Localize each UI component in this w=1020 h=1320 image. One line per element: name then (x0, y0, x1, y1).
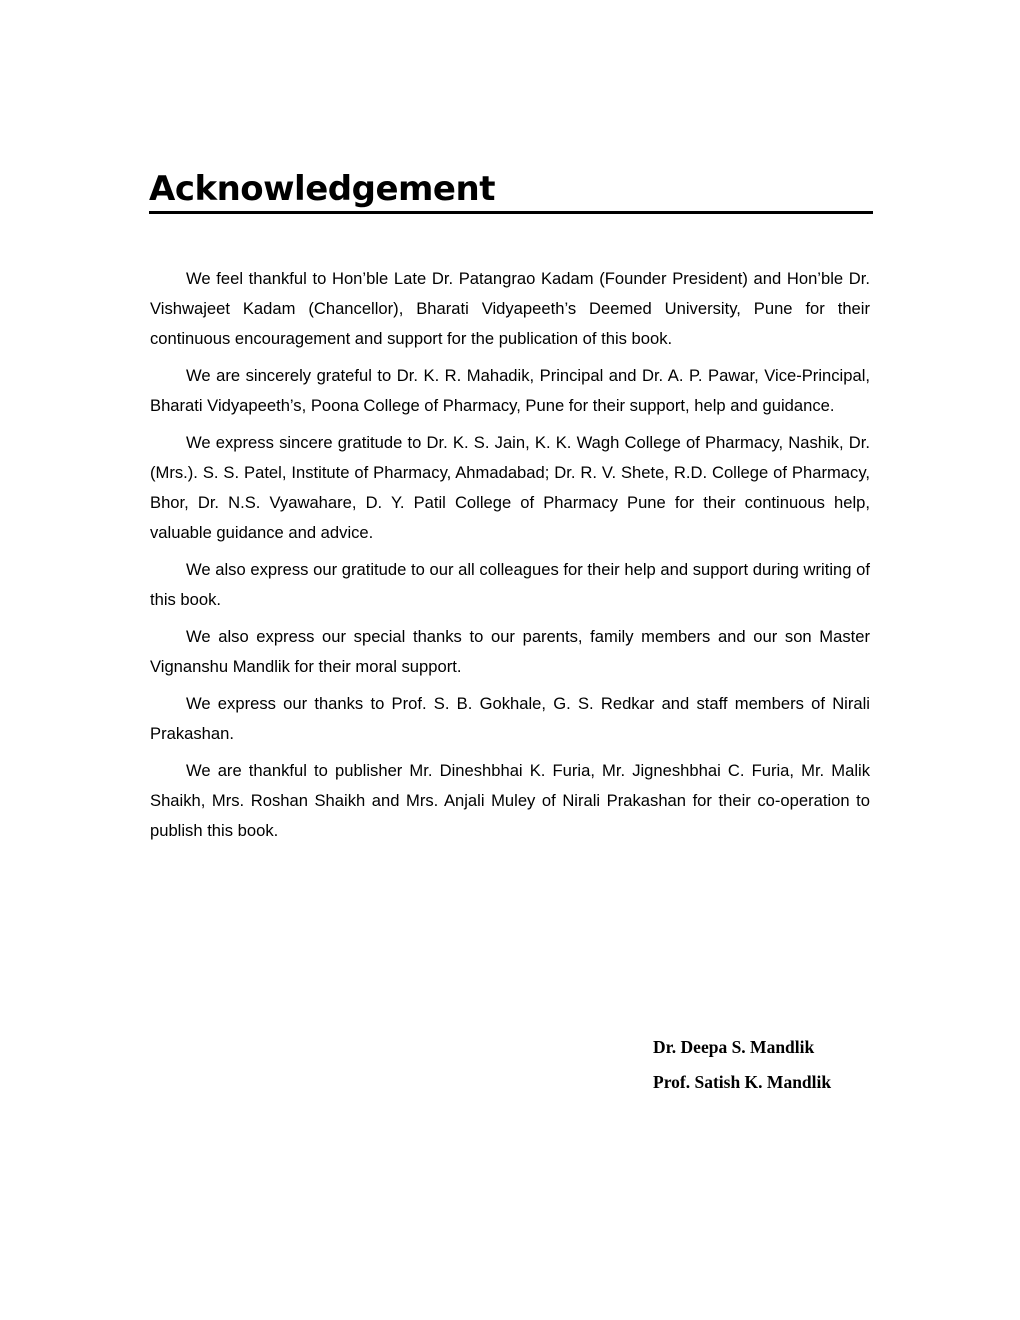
signature-name: Prof. Satish K. Mandlik (653, 1072, 832, 1092)
paragraph: We express sincere gratitude to Dr. K. S. Jain, K. K. Wagh College of Pharmacy, Nashik, Dr. (Mrs.). S. S. Patel, Institute of Pharmacy, Ahmadabad; Dr. R. V. Shete, R.D. College of Pharmacy, Bhor, Dr. N.S. Vyawahare, D. Y. Patil College of Pharmacy Pune for their continuous help, valuable guidance and advice. (150, 433, 870, 542)
paragraph: We also express our special thanks to our parents, family members and our son Master Vignanshu Mandlik for their moral support. (150, 627, 870, 676)
paragraph: We also express our gratitude to our all colleagues for their help and support during writing of this book. (150, 560, 870, 609)
paragraph: We express our thanks to Prof. S. B. Gokhale, G. S. Redkar and staff members of Nirali Prakashan. (150, 694, 870, 743)
paragraph: We are sincerely grateful to Dr. K. R. Mahadik, Principal and Dr. A. P. Pawar, Vice-Principal, Bharati Vidyapeeth’s, Poona College of Pharmacy, Pune for their support, help and guidance. (150, 366, 870, 415)
title-underline (149, 211, 873, 214)
signature-name: Dr. Deepa S. Mandlik (653, 1037, 815, 1057)
paragraph: We are thankful to publisher Mr. Dineshbhai K. Furia, Mr. Jigneshbhai C. Furia, Mr. Malik Shaikh, Mrs. Roshan Shaikh and Mrs. Anjali Muley of Nirali Prakashan for their co-operation to publish this book. (150, 761, 870, 840)
page-title: Acknowledgement (149, 169, 495, 209)
signature-block (653, 1030, 893, 1100)
acknowledgement-body (150, 264, 870, 853)
paragraph: We feel thankful to Hon’ble Late Dr. Patangrao Kadam (Founder President) and Hon’ble Dr. Vishwajeet Kadam (Chancellor), Bharati Vidyapeeth’s Deemed University, Pune for their continuous encouragement and support for the publication of this book. (150, 269, 870, 348)
